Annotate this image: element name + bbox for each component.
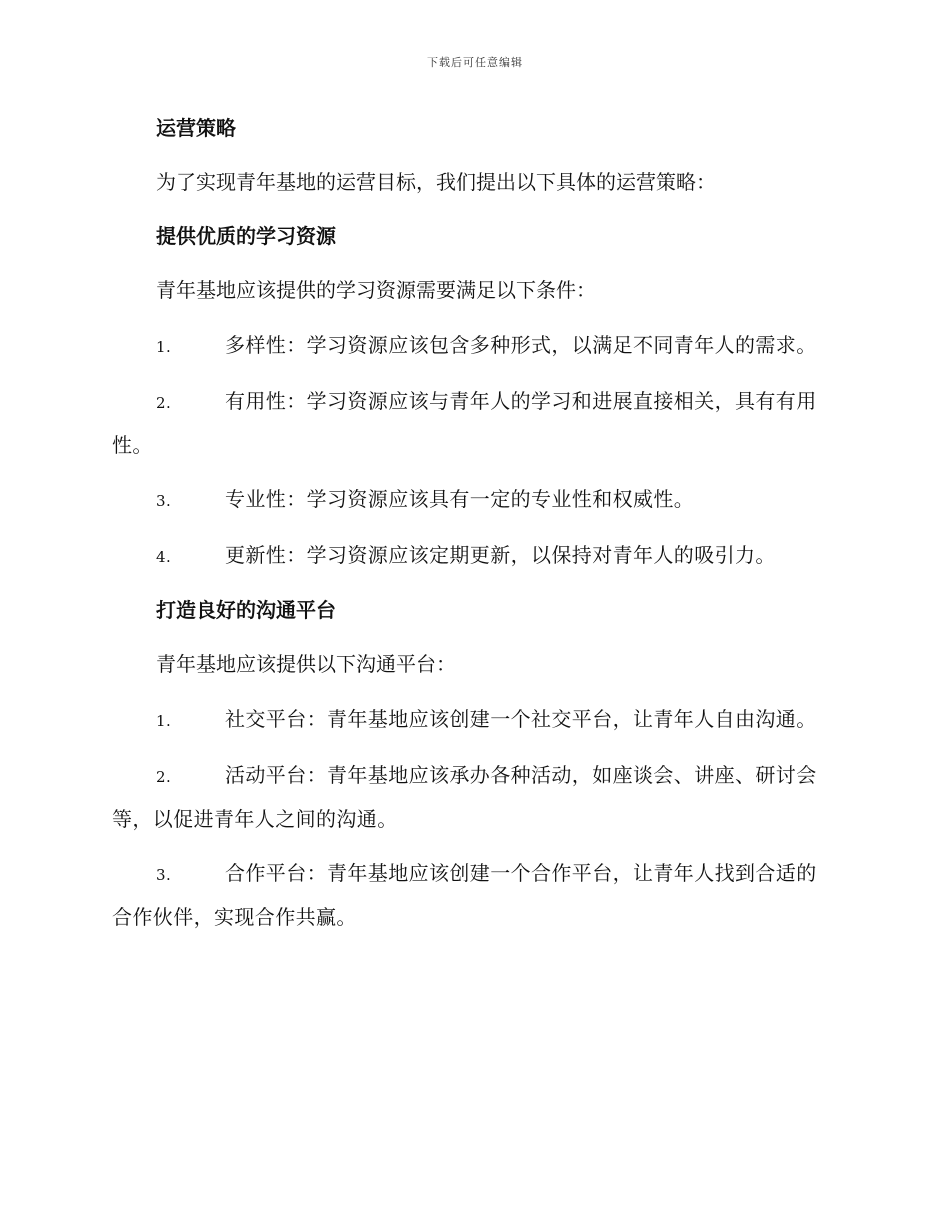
list-item-number: 2. — [156, 768, 172, 786]
header-note: 下载后可任意编辑 — [427, 56, 523, 69]
section-intro: 为了实现青年基地的运营目标，我们提出以下具体的运营策略： — [156, 170, 716, 194]
list-item-number: 1. — [156, 338, 172, 356]
list-item — [112, 534, 834, 578]
list-item-text: 专业性：学习资源应该具有一定的专业性和权威性。 — [225, 487, 695, 511]
section-intro: 青年基地应该提供以下沟通平台： — [156, 652, 456, 676]
list-item — [112, 698, 834, 742]
document-body — [112, 108, 834, 950]
list-item-text: 更新性：学习资源应该定期更新，以保持对青年人的吸引力。 — [225, 543, 776, 567]
list-item-text: 有用性：学习资源应该与青年人的学习和进展直接相关，具有有用性。 — [112, 389, 817, 457]
list-item-number: 1. — [156, 712, 172, 730]
list-item-text: 社交平台：青年基地应该创建一个社交平台，让青年人自由沟通。 — [225, 707, 817, 731]
list-item-number: 2. — [156, 394, 172, 412]
list-item-text: 多样性：学习资源应该包含多种形式，以满足不同青年人的需求。 — [225, 333, 817, 357]
section-heading: 运营策略 — [156, 116, 236, 140]
list-item — [112, 478, 834, 522]
section-heading: 打造良好的沟通平台 — [156, 598, 336, 622]
list-item-number: 4. — [156, 548, 172, 566]
section-heading: 提供优质的学习资源 — [156, 224, 336, 248]
section-intro: 青年基地应该提供的学习资源需要满足以下条件： — [156, 278, 596, 302]
list-item-text: 活动平台：青年基地应该承办各种活动，如座谈会、讲座、研讨会等，以促进青年人之间的沟通。 — [112, 763, 817, 831]
list-item-text: 合作平台：青年基地应该创建一个合作平台，让青年人找到合适的合作伙伴，实现合作共赢。 — [112, 861, 817, 929]
list-item — [112, 754, 834, 840]
list-item — [112, 852, 834, 938]
list-item — [112, 380, 834, 466]
list-item — [112, 324, 834, 368]
list-item-number: 3. — [156, 866, 172, 884]
list-item-number: 3. — [156, 492, 172, 510]
